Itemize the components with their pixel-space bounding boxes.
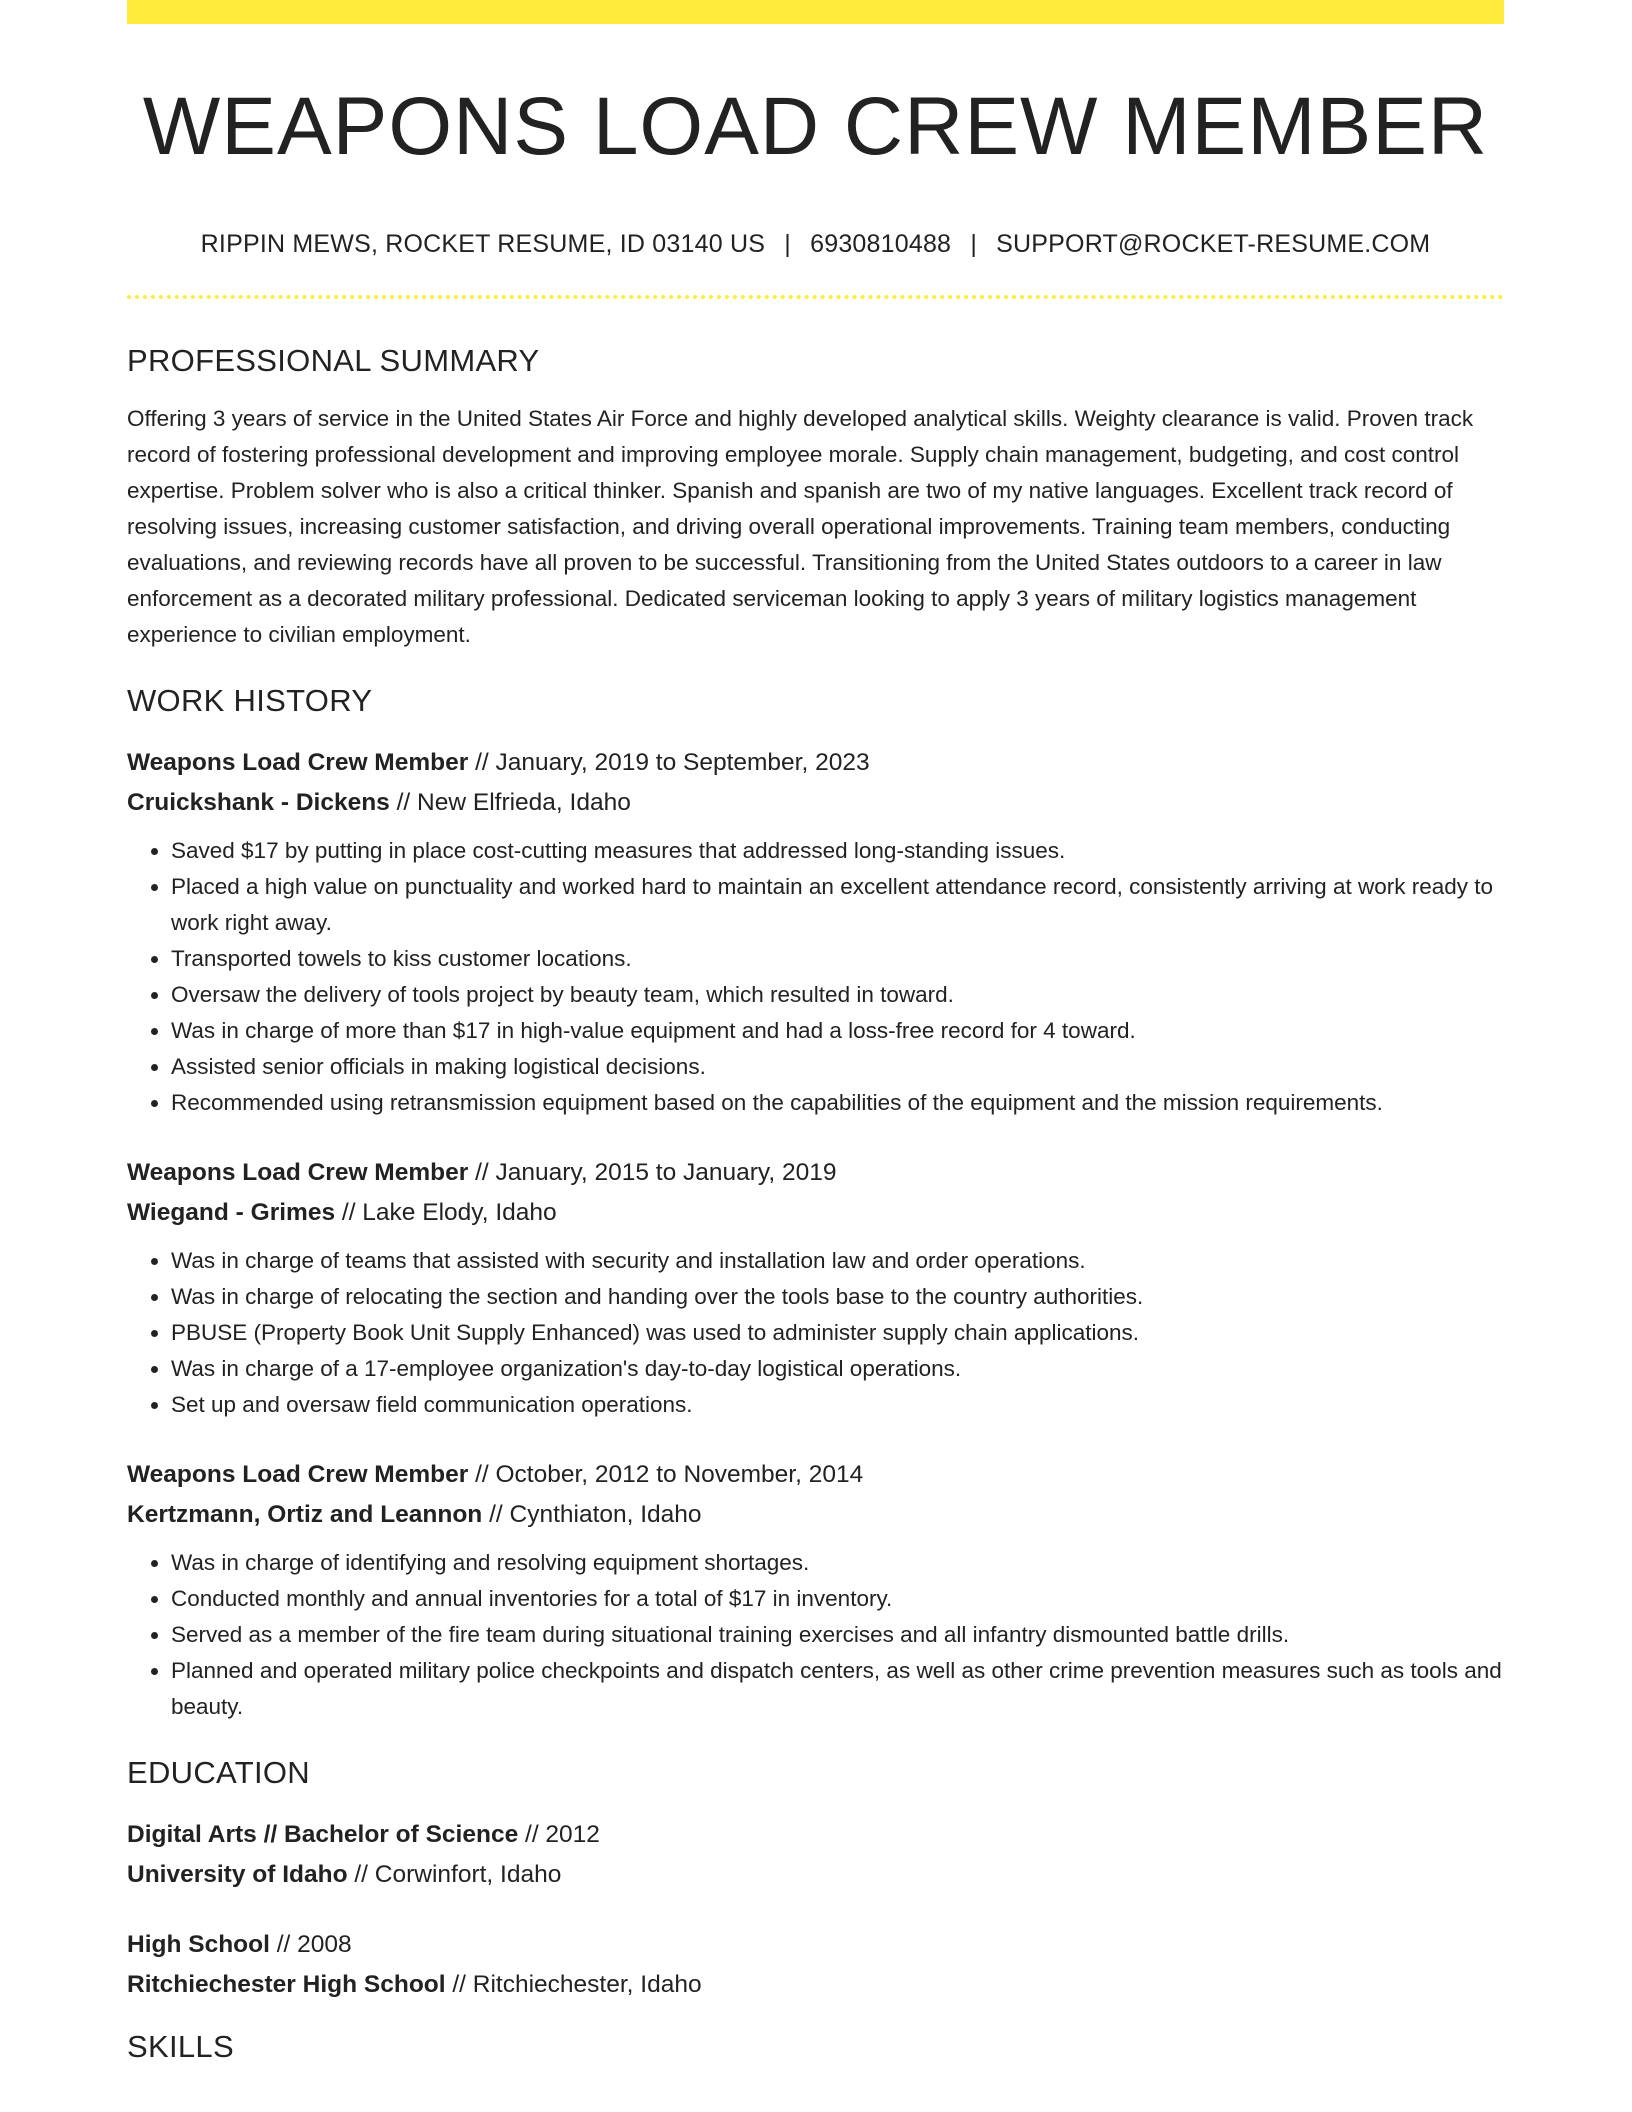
job-dates: // January, 2015 to January, 2019 <box>468 1159 837 1187</box>
job-title: Weapons Load Crew Member <box>127 1461 469 1489</box>
job-title: Weapons Load Crew Member <box>127 1159 469 1187</box>
contact-email: SUPPORT@ROCKET-RESUME.COM <box>996 230 1431 259</box>
education-degree-line <box>127 1815 1504 1855</box>
job-entry <box>127 1455 1504 1725</box>
education-degree: Digital Arts // Bachelor of Science <box>127 1821 519 1849</box>
top-accent-bar <box>127 0 1504 24</box>
education-location: // Ritchiechester, Idaho <box>445 1971 702 1999</box>
job-bullet: • Saved $17 by putting in place cost-cutting measures that addressed long-standing issues. <box>171 833 1504 869</box>
job-bullet: • Served as a member of the fire team during situational training exercises and all infantry dismounted battle drills. <box>171 1617 1504 1653</box>
job-entry <box>127 1153 1504 1423</box>
job-entry <box>127 743 1504 1121</box>
job-title-line <box>127 1455 1504 1495</box>
job-location: // Cynthiaton, Idaho <box>482 1501 702 1529</box>
summary-text: Offering 3 years of service in the United States Air Force and highly developed analytical skills. Weighty clearance is valid. Proven track record of fostering professional development and improving employee morale. Supply chain management, budgeting, and cost control expertise. Problem solver who is also a critical thinker. Spanish and spanish are two of my native languages. Excellent track record of resolving issues, increasing customer satisfaction, and driving overall operational improvements. Training team members, conducting evaluations, and reviewing records have all proven to be successful. Transitioning from the United States outdoors to a career in law enforcement as a decorated military professional. Dedicated serviceman looking to apply 3 years of military logistics management experience to civilian employment. <box>127 406 1474 648</box>
resume-title: WEAPONS LOAD CREW MEMBER <box>142 81 1489 172</box>
job-dates: // January, 2019 to September, 2023 <box>468 749 870 777</box>
job-company: Wiegand - Grimes <box>127 1199 336 1227</box>
job-bullet: • Conducted monthly and annual inventories for a total of $17 in inventory. <box>171 1581 1504 1617</box>
job-bullet: • Was in charge of a 17-employee organization's day-to-day logistical operations. <box>171 1351 1504 1387</box>
contact-address: RIPPIN MEWS, ROCKET RESUME, ID 03140 US <box>200 230 766 259</box>
education-location: // Corwinfort, Idaho <box>347 1861 562 1889</box>
job-bullets <box>127 833 1504 1121</box>
education-entry <box>127 1815 1504 1895</box>
contact-phone: 6930810488 <box>810 230 952 259</box>
job-bullet: • Set up and oversaw field communication operations. <box>171 1387 1504 1423</box>
education-heading: EDUCATION <box>127 1755 310 1791</box>
header-divider <box>127 295 1504 299</box>
contact-line <box>127 230 1504 259</box>
job-location: // New Elfrieda, Idaho <box>389 789 631 817</box>
education-degree: High School <box>127 1931 270 1959</box>
job-company: Kertzmann, Ortiz and Leannon <box>127 1501 483 1529</box>
job-bullet: • Placed a high value on punctuality and worked hard to maintain an excellent attendance record, consistently arriving at work ready to work right away. <box>171 869 1504 941</box>
job-bullets <box>127 1243 1504 1423</box>
job-bullet: • Was in charge of identifying and resolving equipment shortages. <box>171 1545 1504 1581</box>
job-bullet: • Recommended using retransmission equipment based on the capabilities of the equipment and the mission requirements. <box>171 1085 1504 1121</box>
job-title-line <box>127 743 1504 783</box>
job-bullet: • Was in charge of relocating the section and handing over the tools base to the country authorities. <box>171 1279 1504 1315</box>
job-dates: // October, 2012 to November, 2014 <box>468 1461 864 1489</box>
education-entry <box>127 1925 1504 2005</box>
summary-heading: PROFESSIONAL SUMMARY <box>127 343 540 379</box>
job-bullet: • Was in charge of more than $17 in high-value equipment and had a loss-free record for 4 toward. <box>171 1013 1504 1049</box>
job-bullets <box>127 1545 1504 1725</box>
education-school-line <box>127 1855 1504 1895</box>
contact-separator: | <box>784 230 791 259</box>
education-school-line <box>127 1965 1504 2005</box>
education-year: // 2012 <box>518 1821 600 1849</box>
education-degree-line <box>127 1925 1504 1965</box>
job-bullet: • PBUSE (Property Book Unit Supply Enhanced) was used to administer supply chain applications. <box>171 1315 1504 1351</box>
job-company-line <box>127 783 1504 823</box>
education-school: University of Idaho <box>127 1861 348 1889</box>
job-location: // Lake Elody, Idaho <box>335 1199 557 1227</box>
job-company-line <box>127 1495 1504 1535</box>
job-bullet: • Transported towels to kiss customer locations. <box>171 941 1504 977</box>
job-bullet: • Planned and operated military police checkpoints and dispatch centers, as well as other crime prevention measures such as tools and beauty. <box>171 1653 1504 1725</box>
job-company-line <box>127 1193 1504 1233</box>
work-history-heading: WORK HISTORY <box>127 683 373 719</box>
job-bullet: • Was in charge of teams that assisted with security and installation law and order operations. <box>171 1243 1504 1279</box>
job-title-line <box>127 1153 1504 1193</box>
job-title: Weapons Load Crew Member <box>127 749 469 777</box>
education-year: // 2008 <box>269 1931 352 1959</box>
skills-heading: SKILLS <box>127 2029 234 2065</box>
job-bullet: • Assisted senior officials in making logistical decisions. <box>171 1049 1504 1085</box>
contact-separator: | <box>970 230 978 259</box>
resume-page <box>127 0 1504 2065</box>
job-company: Cruickshank - Dickens <box>127 789 390 817</box>
education-school: Ritchiechester High School <box>127 1971 446 1999</box>
job-bullet: • Oversaw the delivery of tools project by beauty team, which resulted in toward. <box>171 977 1504 1013</box>
